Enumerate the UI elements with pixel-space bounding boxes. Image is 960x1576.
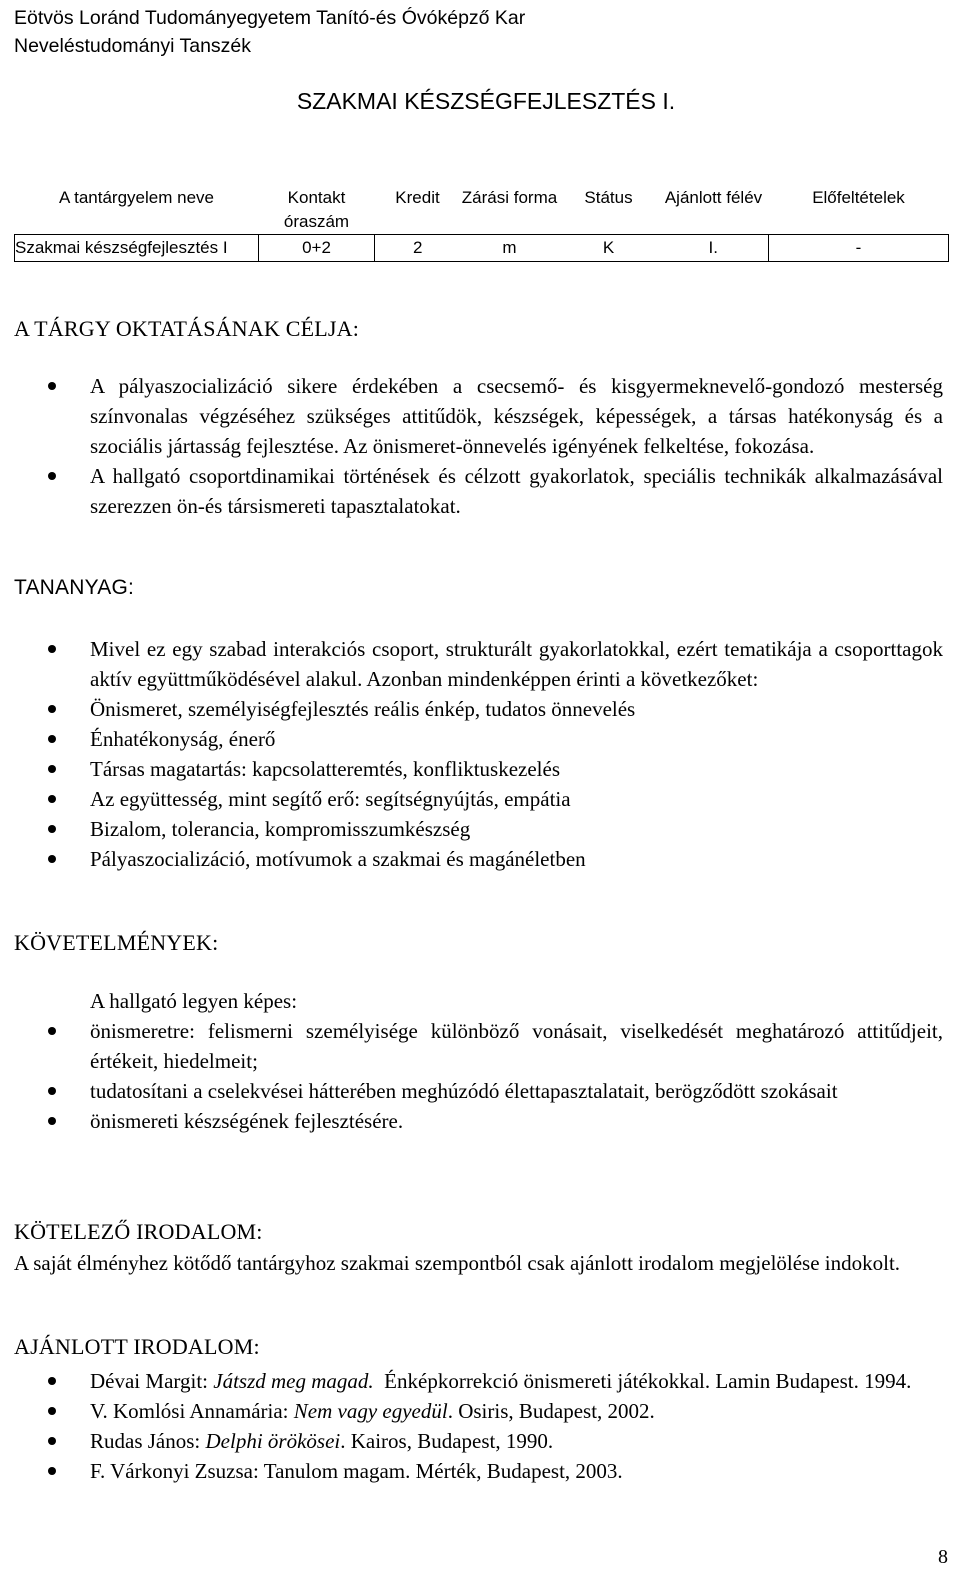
bullet-icon: [48, 1407, 56, 1415]
table-row: [15, 235, 949, 262]
page-number: 8: [938, 1546, 948, 1568]
table-cell: m: [461, 235, 559, 262]
institution-name: Eötvös Loránd Tudományegyetem Tanító-és Óvóképző Kar: [14, 7, 526, 29]
bullet-icon: [48, 765, 56, 773]
course-info-table: [14, 185, 949, 262]
table-cell: K: [559, 235, 659, 262]
list-item: önismeretre: felismerni személyisége különböző vonásait, viselkedését meghatározó attitűdjeit, értékeit, hiedelmeit;: [48, 1016, 943, 1076]
bullet-icon: [48, 1377, 56, 1385]
department-name: Neveléstudományi Tanszék: [14, 35, 252, 57]
reference-details: . Kairos, Budapest, 1990.: [340, 1429, 554, 1453]
reference-author: Rudas János:: [90, 1429, 206, 1453]
list-item: [48, 1366, 943, 1396]
section-title-kovetelmenyek: KÖVETELMÉNYEK:: [14, 930, 219, 955]
bullet-icon: [48, 1027, 56, 1035]
reference-author: V. Komlósi Annamária:: [90, 1399, 294, 1423]
requirements-intro: A hallgató legyen képes:: [90, 989, 298, 1013]
reference-details: . Osiris, Budapest, 2002.: [447, 1399, 655, 1423]
bullet-icon: [48, 855, 56, 863]
reference-work: Delphi örökösei: [205, 1429, 341, 1453]
list-item: önismereti készségének fejlesztésére.: [48, 1106, 943, 1136]
table-header-cell: Kontakt óraszám: [283, 188, 350, 231]
mandatory-literature-text: A saját élményhez kötődő tantárgyhoz szakmai szempontból csak ajánlott irodalom megjelölése indokolt.: [14, 1251, 901, 1275]
bullet-icon: [48, 735, 56, 743]
bullet-icon: [48, 645, 56, 653]
bullet-icon: [48, 472, 56, 480]
list-item: Énhatékonyság, énerő: [48, 724, 943, 754]
table-cell: I.: [659, 235, 769, 262]
list-item: tudatosítani a cselekvései hátterében meghúzódó élettapasztalatait, berögződött szokásait: [48, 1076, 943, 1106]
bullet-icon: [48, 382, 56, 390]
bullet-icon: [48, 825, 56, 833]
bullet-icon: [48, 705, 56, 713]
table-header-row: [15, 185, 949, 235]
list-item: [48, 1426, 943, 1456]
table-header-cell: Kredit: [395, 188, 440, 207]
table-cell: 0+2: [259, 235, 375, 262]
ajanlott-list: [48, 1366, 943, 1486]
tananyag-list: [48, 634, 943, 874]
table-cell: -: [769, 235, 949, 262]
list-item: [48, 1396, 943, 1426]
table-header-cell: Státus: [584, 188, 633, 207]
list-item: Bizalom, tolerancia, kompromisszumkészség: [48, 814, 943, 844]
list-item: A hallgató csoportdinamikai történések és célzott gyakorlatok, speciális technikák alkalmazásával szerezzen ön-és társismereti tapasztalatokat.: [48, 461, 943, 521]
table-header-cell: Zárási forma: [461, 188, 558, 207]
section-title-cel: A TÁRGY OKTATÁSÁNAK CÉLJA:: [14, 316, 360, 341]
list-item: Mivel ez egy szabad interakciós csoport, strukturált gyakorlatokkal, ezért tematikája a csoporttagok aktív együttműködésével alakul. Azonban mindenképpen érinti a következőket:: [48, 634, 943, 694]
kovetelmenyek-list: [48, 1016, 943, 1136]
reference-details: Énképkorrekció önismereti játékokkal. Lamin Budapest. 1994.: [373, 1369, 912, 1393]
reference-author: F. Várkonyi Zsuzsa: Tanulom magam. Mérték, Budapest, 2003.: [90, 1459, 623, 1483]
cel-list: [48, 371, 943, 521]
page-title: SZAKMAI KÉSZSÉGFEJLESZTÉS I.: [296, 88, 676, 114]
list-item: Önismeret, személyiségfejlesztés reális énkép, tudatos önnevelés: [48, 694, 943, 724]
list-item: [48, 1456, 943, 1486]
bullet-icon: [48, 1467, 56, 1475]
reference-author: Dévai Margit:: [90, 1369, 214, 1393]
list-item: A pályaszocializáció sikere érdekében a csecsemő- és kisgyermeknevelő-gondozó mesterség színvonalas végzéséhez szükséges attitűdök, készségek, képességek, a társas hatékonyság és a szociális jártasság fejlesztése. Az önismeret-önnevelés igényének felkeltése, fokozása.: [48, 371, 943, 461]
reference-work: Nem vagy egyedül: [293, 1399, 448, 1423]
bullet-icon: [48, 1117, 56, 1125]
table-cell: Szakmai készségfejlesztés I: [15, 235, 259, 262]
section-title-tananyag: TANANYAG:: [14, 576, 135, 599]
institution-header: [14, 4, 525, 60]
list-item: Pályaszocializáció, motívumok a szakmai és magánéletben: [48, 844, 943, 874]
reference-work: Játszd meg magad.: [213, 1369, 374, 1393]
list-item: Társas magatartás: kapcsolatteremtés, konfliktuskezelés: [48, 754, 943, 784]
list-item: Az együttesség, mint segítő erő: segítségnyújtás, empátia: [48, 784, 943, 814]
bullet-icon: [48, 795, 56, 803]
table-header-cell: A tantárgyelem neve: [59, 188, 214, 207]
table-cell: 2: [375, 235, 461, 262]
bullet-icon: [48, 1087, 56, 1095]
section-title-ajanlott: AJÁNLOTT IRODALOM:: [14, 1334, 260, 1359]
section-title-kotelezo: KÖTELEZŐ IRODALOM:: [14, 1219, 263, 1244]
table-header-cell: Ajánlott félév: [664, 188, 763, 207]
bullet-icon: [48, 1437, 56, 1445]
table-header-cell: Előfeltételek: [812, 188, 905, 207]
